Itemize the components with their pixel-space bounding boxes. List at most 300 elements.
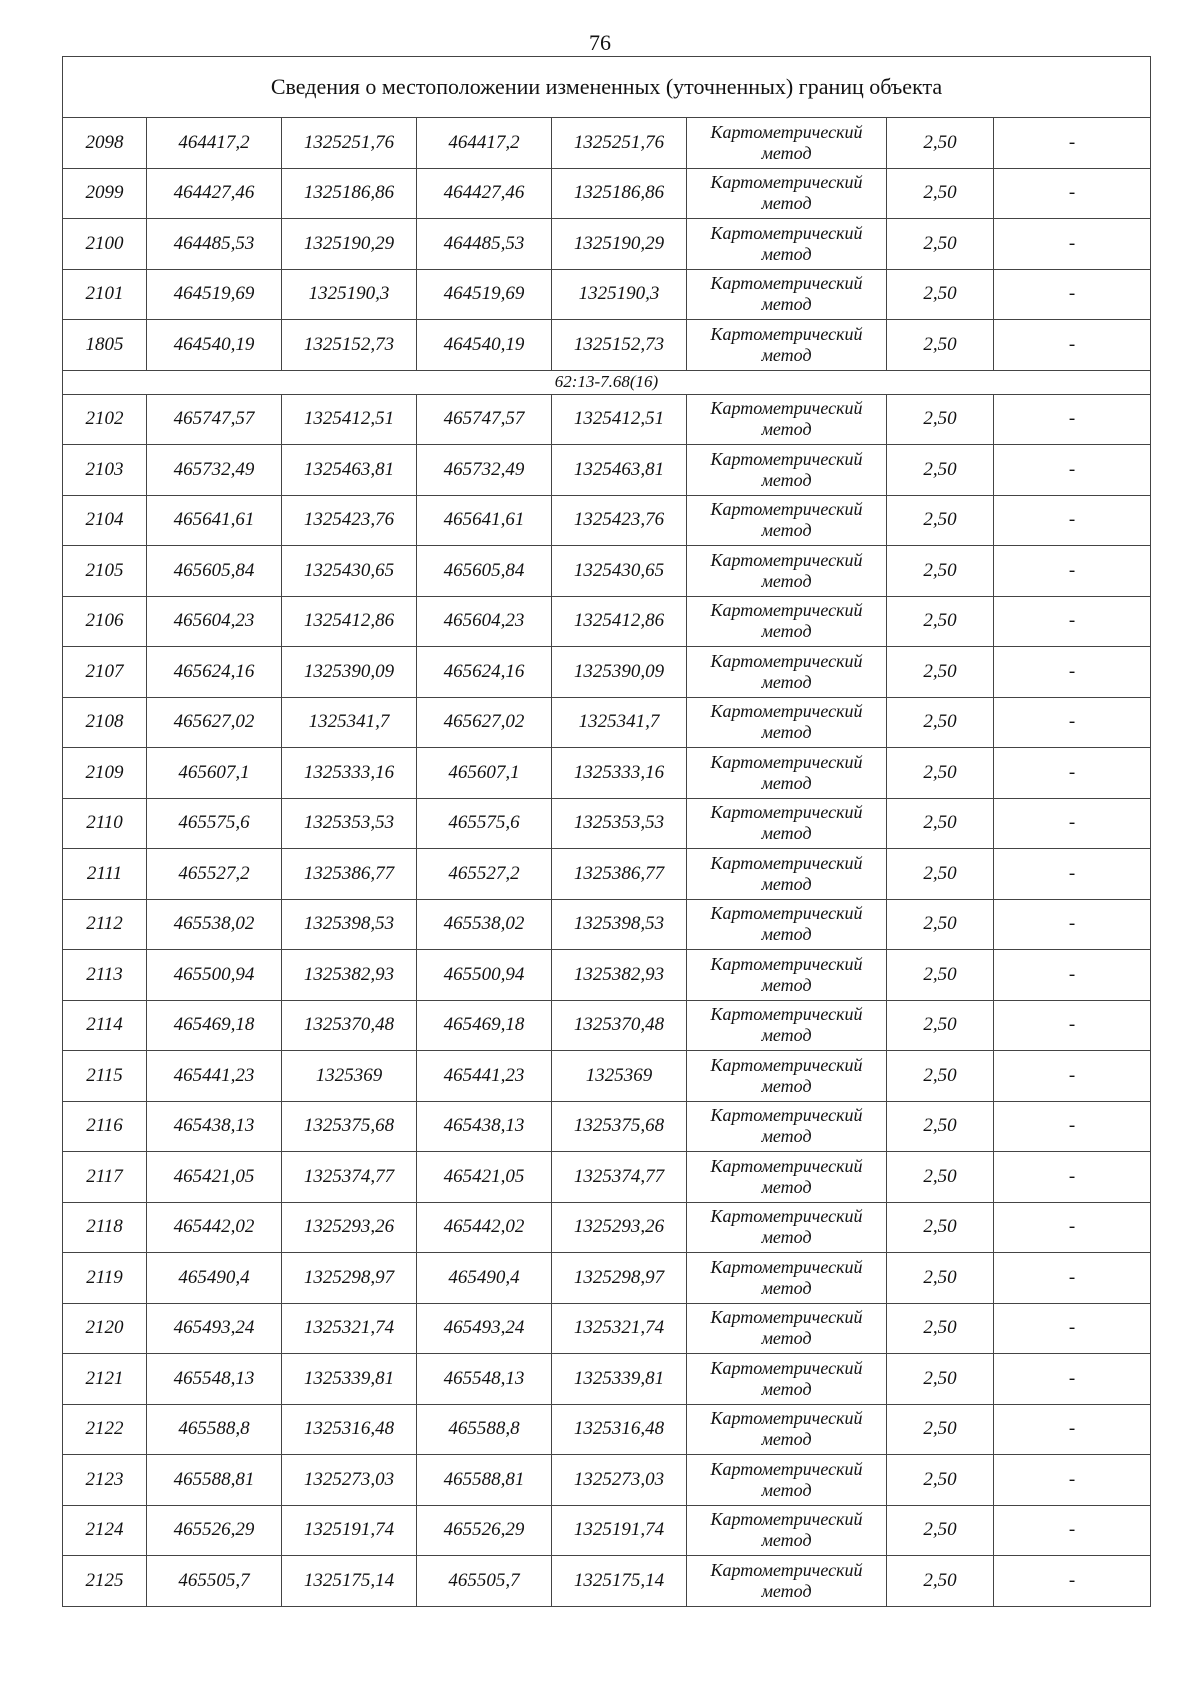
cell-precision: 2,50	[887, 1051, 994, 1102]
method-line1: Картометрический	[710, 499, 863, 520]
cell-y2: 1325298,97	[552, 1253, 687, 1304]
method-line2: метод	[761, 1429, 812, 1450]
section-row	[63, 370, 1151, 394]
method-line2: метод	[761, 419, 812, 440]
cell-x1: 465747,57	[147, 394, 282, 445]
cell-x2: 464427,46	[417, 168, 552, 219]
cell-x1: 464417,2	[147, 118, 282, 169]
cell-note: -	[994, 1051, 1151, 1102]
cell-y1: 1325339,81	[282, 1354, 417, 1405]
cell-y1: 1325251,76	[282, 118, 417, 169]
cell-method	[687, 495, 887, 546]
cell-x1: 465588,81	[147, 1455, 282, 1506]
cell-x1: 464540,19	[147, 320, 282, 371]
cell-note: -	[994, 1303, 1151, 1354]
cell-note: -	[994, 394, 1151, 445]
method-line1: Картометрический	[710, 701, 863, 722]
cell-y2: 1325412,86	[552, 596, 687, 647]
cell-method	[687, 748, 887, 799]
method-line1: Картометрический	[710, 751, 863, 772]
method-line1: Картометрический	[710, 549, 863, 570]
cell-y1: 1325390,09	[282, 647, 417, 698]
cell-precision: 2,50	[887, 697, 994, 748]
cell-x2: 465442,02	[417, 1202, 552, 1253]
method-line1: Картометрический	[710, 448, 863, 469]
method-line2: метод	[761, 1075, 812, 1096]
cell-y1: 1325316,48	[282, 1404, 417, 1455]
cell-x1: 464519,69	[147, 269, 282, 320]
cell-method	[687, 1303, 887, 1354]
cell-x2: 465607,1	[417, 748, 552, 799]
method-line1: Картометрический	[710, 903, 863, 924]
method-line1: Картометрический	[710, 1155, 863, 1176]
method-line2: метод	[761, 344, 812, 365]
cell-y1: 1325186,86	[282, 168, 417, 219]
cell-note: -	[994, 546, 1151, 597]
cell-note: -	[994, 849, 1151, 900]
table-row	[63, 1101, 1151, 1152]
method-line2: метод	[761, 1277, 812, 1298]
cell-x2: 465469,18	[417, 1000, 552, 1051]
method-line1: Картометрический	[710, 650, 863, 671]
method-line1: Картометрический	[710, 121, 863, 142]
cell-x1: 465442,02	[147, 1202, 282, 1253]
page-number: 76	[589, 30, 611, 55]
method-line1: Картометрический	[710, 1054, 863, 1075]
method-line1: Картометрический	[710, 323, 863, 344]
method-line1: Картометрический	[710, 273, 863, 294]
cell-method	[687, 1202, 887, 1253]
table-row	[63, 1505, 1151, 1556]
table-row	[63, 546, 1151, 597]
cell-method	[687, 269, 887, 320]
method-line2: метод	[761, 1126, 812, 1147]
cell-y2: 1325293,26	[552, 1202, 687, 1253]
method-line2: метод	[761, 873, 812, 894]
cell-x1: 464427,46	[147, 168, 282, 219]
cell-y2: 1325333,16	[552, 748, 687, 799]
table-row	[63, 647, 1151, 698]
cell-x1: 465490,4	[147, 1253, 282, 1304]
cell-x1: 465607,1	[147, 748, 282, 799]
method-line2: метод	[761, 469, 812, 490]
cell-note: -	[994, 219, 1151, 270]
cell-x2: 465527,2	[417, 849, 552, 900]
method-line2: метод	[761, 1479, 812, 1500]
cell-x2: 465747,57	[417, 394, 552, 445]
method-line1: Картометрический	[710, 222, 863, 243]
cell-note: -	[994, 748, 1151, 799]
method-line2: метод	[761, 621, 812, 642]
cell-method	[687, 1051, 887, 1102]
cell-y2: 1325321,74	[552, 1303, 687, 1354]
cell-y1: 1325341,7	[282, 697, 417, 748]
cell-note: -	[994, 118, 1151, 169]
cell-note: -	[994, 1253, 1151, 1304]
cell-precision: 2,50	[887, 748, 994, 799]
cell-x1: 465604,23	[147, 596, 282, 647]
cell-x2: 465732,49	[417, 445, 552, 496]
method-line2: метод	[761, 1530, 812, 1551]
method-line1: Картометрический	[710, 953, 863, 974]
cell-y2: 1325175,14	[552, 1556, 687, 1607]
cell-y1: 1325430,65	[282, 546, 417, 597]
cell-note: -	[994, 1152, 1151, 1203]
cell-y2: 1325423,76	[552, 495, 687, 546]
method-line2: метод	[761, 1328, 812, 1349]
cell-precision: 2,50	[887, 1000, 994, 1051]
cell-note: -	[994, 495, 1151, 546]
cell-precision: 2,50	[887, 495, 994, 546]
cell-method	[687, 1000, 887, 1051]
cell-x1: 465500,94	[147, 950, 282, 1001]
method-line1: Картометрический	[710, 1256, 863, 1277]
cell-n: 2118	[63, 1202, 147, 1253]
table-row	[63, 219, 1151, 270]
cell-y1: 1325375,68	[282, 1101, 417, 1152]
cell-y1: 1325333,16	[282, 748, 417, 799]
cell-y1: 1325412,51	[282, 394, 417, 445]
cell-n: 2114	[63, 1000, 147, 1051]
cell-precision: 2,50	[887, 899, 994, 950]
cell-note: -	[994, 1354, 1151, 1405]
cell-x1: 465527,2	[147, 849, 282, 900]
cell-n: 2116	[63, 1101, 147, 1152]
table-row	[63, 1253, 1151, 1304]
cell-y2: 1325339,81	[552, 1354, 687, 1405]
cell-n: 2122	[63, 1404, 147, 1455]
cell-x1: 465441,23	[147, 1051, 282, 1102]
cell-precision: 2,50	[887, 798, 994, 849]
cell-method	[687, 596, 887, 647]
cell-method	[687, 445, 887, 496]
cell-n: 2104	[63, 495, 147, 546]
cell-x1: 465624,16	[147, 647, 282, 698]
method-line2: метод	[761, 1580, 812, 1601]
method-line1: Картометрический	[710, 1458, 863, 1479]
cell-note: -	[994, 1101, 1151, 1152]
cell-x2: 464417,2	[417, 118, 552, 169]
cell-y2: 1325398,53	[552, 899, 687, 950]
cell-x1: 465469,18	[147, 1000, 282, 1051]
table-row	[63, 1354, 1151, 1405]
table-caption-row	[63, 57, 1151, 118]
cell-y2: 1325251,76	[552, 118, 687, 169]
cell-x2: 465548,13	[417, 1354, 552, 1405]
method-line2: метод	[761, 823, 812, 844]
cell-y2: 1325374,77	[552, 1152, 687, 1203]
cell-x1: 465421,05	[147, 1152, 282, 1203]
method-line2: метод	[761, 924, 812, 945]
method-line2: метод	[761, 520, 812, 541]
cell-n: 2113	[63, 950, 147, 1001]
cell-note: -	[994, 899, 1151, 950]
cell-method	[687, 546, 887, 597]
cell-method	[687, 168, 887, 219]
cell-y2: 1325152,73	[552, 320, 687, 371]
cell-method	[687, 1404, 887, 1455]
cell-note: -	[994, 647, 1151, 698]
cell-y1: 1325190,3	[282, 269, 417, 320]
cell-x2: 465624,16	[417, 647, 552, 698]
cell-y2: 1325186,86	[552, 168, 687, 219]
cell-x2: 465641,61	[417, 495, 552, 546]
method-line2: метод	[761, 1176, 812, 1197]
cell-x1: 465732,49	[147, 445, 282, 496]
cell-n: 2102	[63, 394, 147, 445]
method-line2: метод	[761, 570, 812, 591]
cell-method	[687, 1354, 887, 1405]
cell-n: 2120	[63, 1303, 147, 1354]
table-row	[63, 168, 1151, 219]
cell-y1: 1325412,86	[282, 596, 417, 647]
cell-x2: 465588,8	[417, 1404, 552, 1455]
cell-precision: 2,50	[887, 1505, 994, 1556]
cell-n: 2121	[63, 1354, 147, 1405]
cell-precision: 2,50	[887, 118, 994, 169]
cell-note: -	[994, 798, 1151, 849]
cell-x2: 465490,4	[417, 1253, 552, 1304]
cell-y1: 1325293,26	[282, 1202, 417, 1253]
cell-method	[687, 1505, 887, 1556]
table-row	[63, 849, 1151, 900]
cell-y2: 1325369	[552, 1051, 687, 1102]
boundary-coordinates-table	[62, 56, 1151, 1607]
cell-precision: 2,50	[887, 269, 994, 320]
cell-precision: 2,50	[887, 1101, 994, 1152]
table-caption: Сведения о местоположении измененных (уточненных) границ объекта	[63, 57, 1151, 118]
cell-x1: 464485,53	[147, 219, 282, 270]
method-line2: метод	[761, 1378, 812, 1399]
cell-n: 2103	[63, 445, 147, 496]
cell-note: -	[994, 1556, 1151, 1607]
cell-n: 2107	[63, 647, 147, 698]
cell-note: -	[994, 320, 1151, 371]
cell-method	[687, 118, 887, 169]
method-line2: метод	[761, 1025, 812, 1046]
cell-y1: 1325374,77	[282, 1152, 417, 1203]
cell-y2: 1325353,53	[552, 798, 687, 849]
cell-y1: 1325463,81	[282, 445, 417, 496]
cell-y2: 1325190,3	[552, 269, 687, 320]
cell-x2: 464485,53	[417, 219, 552, 270]
table-row	[63, 1404, 1151, 1455]
cell-y2: 1325463,81	[552, 445, 687, 496]
cell-x1: 465548,13	[147, 1354, 282, 1405]
cell-precision: 2,50	[887, 1152, 994, 1203]
cell-y2: 1325341,7	[552, 697, 687, 748]
cell-n: 2098	[63, 118, 147, 169]
cell-note: -	[994, 950, 1151, 1001]
cell-note: -	[994, 269, 1151, 320]
table-row	[63, 269, 1151, 320]
cell-n: 2125	[63, 1556, 147, 1607]
cell-n: 2105	[63, 546, 147, 597]
method-line2: метод	[761, 1227, 812, 1248]
cell-method	[687, 798, 887, 849]
table-row	[63, 1152, 1151, 1203]
cell-precision: 2,50	[887, 445, 994, 496]
cell-n: 2109	[63, 748, 147, 799]
method-line2: метод	[761, 772, 812, 793]
cell-x2: 465604,23	[417, 596, 552, 647]
cell-method	[687, 647, 887, 698]
cell-x1: 465588,8	[147, 1404, 282, 1455]
method-line2: метод	[761, 142, 812, 163]
cell-y1: 1325370,48	[282, 1000, 417, 1051]
cell-x1: 465627,02	[147, 697, 282, 748]
cell-precision: 2,50	[887, 950, 994, 1001]
cell-x2: 465538,02	[417, 899, 552, 950]
cell-y2: 1325316,48	[552, 1404, 687, 1455]
cell-precision: 2,50	[887, 1303, 994, 1354]
table-row	[63, 1556, 1151, 1607]
cell-x2: 465588,81	[417, 1455, 552, 1506]
cell-x2: 465441,23	[417, 1051, 552, 1102]
cell-y1: 1325321,74	[282, 1303, 417, 1354]
table-row	[63, 394, 1151, 445]
method-line2: метод	[761, 671, 812, 692]
cell-y2: 1325191,74	[552, 1505, 687, 1556]
cell-n: 2119	[63, 1253, 147, 1304]
section-label: 62:13-7.68(16)	[63, 370, 1151, 394]
method-line1: Картометрический	[710, 1307, 863, 1328]
cell-n: 2106	[63, 596, 147, 647]
table-row	[63, 596, 1151, 647]
table-row	[63, 445, 1151, 496]
cell-precision: 2,50	[887, 1202, 994, 1253]
cell-n: 1805	[63, 320, 147, 371]
cell-y1: 1325191,74	[282, 1505, 417, 1556]
table-row	[63, 1051, 1151, 1102]
table-row	[63, 798, 1151, 849]
cell-y2: 1325390,09	[552, 647, 687, 698]
cell-note: -	[994, 1000, 1151, 1051]
cell-precision: 2,50	[887, 546, 994, 597]
cell-x2: 464519,69	[417, 269, 552, 320]
method-line1: Картометрический	[710, 1509, 863, 1530]
cell-note: -	[994, 1455, 1151, 1506]
cell-precision: 2,50	[887, 394, 994, 445]
cell-x2: 465493,24	[417, 1303, 552, 1354]
cell-note: -	[994, 1202, 1151, 1253]
method-line1: Картометрический	[710, 852, 863, 873]
cell-note: -	[994, 596, 1151, 647]
cell-y1: 1325382,93	[282, 950, 417, 1001]
method-line2: метод	[761, 974, 812, 995]
cell-x1: 465438,13	[147, 1101, 282, 1152]
cell-method	[687, 1152, 887, 1203]
cell-y1: 1325152,73	[282, 320, 417, 371]
cell-n: 2124	[63, 1505, 147, 1556]
table-row	[63, 950, 1151, 1001]
cell-x2: 465605,84	[417, 546, 552, 597]
cell-n: 2112	[63, 899, 147, 950]
cell-method	[687, 1556, 887, 1607]
cell-method	[687, 394, 887, 445]
table-row	[63, 899, 1151, 950]
method-line1: Картометрический	[710, 1408, 863, 1429]
cell-precision: 2,50	[887, 1354, 994, 1405]
cell-n: 2117	[63, 1152, 147, 1203]
cell-precision: 2,50	[887, 1556, 994, 1607]
cell-precision: 2,50	[887, 596, 994, 647]
cell-x2: 464540,19	[417, 320, 552, 371]
table-row	[63, 495, 1151, 546]
cell-y1: 1325298,97	[282, 1253, 417, 1304]
cell-precision: 2,50	[887, 849, 994, 900]
table-row	[63, 697, 1151, 748]
cell-precision: 2,50	[887, 219, 994, 270]
cell-y2: 1325370,48	[552, 1000, 687, 1051]
method-line2: метод	[761, 193, 812, 214]
cell-y2: 1325430,65	[552, 546, 687, 597]
cell-y1: 1325190,29	[282, 219, 417, 270]
cell-x2: 465505,7	[417, 1556, 552, 1607]
cell-y2: 1325273,03	[552, 1455, 687, 1506]
method-line1: Картометрический	[710, 1559, 863, 1580]
cell-y2: 1325375,68	[552, 1101, 687, 1152]
cell-x1: 465493,24	[147, 1303, 282, 1354]
cell-n: 2108	[63, 697, 147, 748]
cell-note: -	[994, 697, 1151, 748]
table-row	[63, 748, 1151, 799]
cell-precision: 2,50	[887, 168, 994, 219]
cell-y1: 1325175,14	[282, 1556, 417, 1607]
cell-y1: 1325369	[282, 1051, 417, 1102]
cell-precision: 2,50	[887, 647, 994, 698]
cell-method	[687, 697, 887, 748]
table-row	[63, 1455, 1151, 1506]
cell-method	[687, 950, 887, 1001]
cell-y2: 1325386,77	[552, 849, 687, 900]
cell-n: 2110	[63, 798, 147, 849]
cell-note: -	[994, 445, 1151, 496]
cell-n: 2115	[63, 1051, 147, 1102]
cell-x1: 465641,61	[147, 495, 282, 546]
cell-n: 2111	[63, 849, 147, 900]
cell-note: -	[994, 1505, 1151, 1556]
cell-method	[687, 899, 887, 950]
cell-method	[687, 1101, 887, 1152]
method-line1: Картометрический	[710, 802, 863, 823]
cell-n: 2123	[63, 1455, 147, 1506]
cell-y1: 1325353,53	[282, 798, 417, 849]
method-line1: Картометрический	[710, 1357, 863, 1378]
method-line2: метод	[761, 722, 812, 743]
method-line1: Картометрический	[710, 1206, 863, 1227]
cell-x1: 465505,7	[147, 1556, 282, 1607]
method-line1: Картометрический	[710, 398, 863, 419]
cell-n: 2101	[63, 269, 147, 320]
cell-method	[687, 849, 887, 900]
cell-precision: 2,50	[887, 1253, 994, 1304]
cell-x2: 465627,02	[417, 697, 552, 748]
cell-y1: 1325398,53	[282, 899, 417, 950]
cell-note: -	[994, 1404, 1151, 1455]
cell-method	[687, 1253, 887, 1304]
cell-x1: 465605,84	[147, 546, 282, 597]
cell-method	[687, 320, 887, 371]
method-line2: метод	[761, 243, 812, 264]
cell-x1: 465526,29	[147, 1505, 282, 1556]
cell-precision: 2,50	[887, 1455, 994, 1506]
cell-x1: 465538,02	[147, 899, 282, 950]
method-line1: Картометрический	[710, 172, 863, 193]
cell-x1: 465575,6	[147, 798, 282, 849]
cell-n: 2100	[63, 219, 147, 270]
cell-n: 2099	[63, 168, 147, 219]
